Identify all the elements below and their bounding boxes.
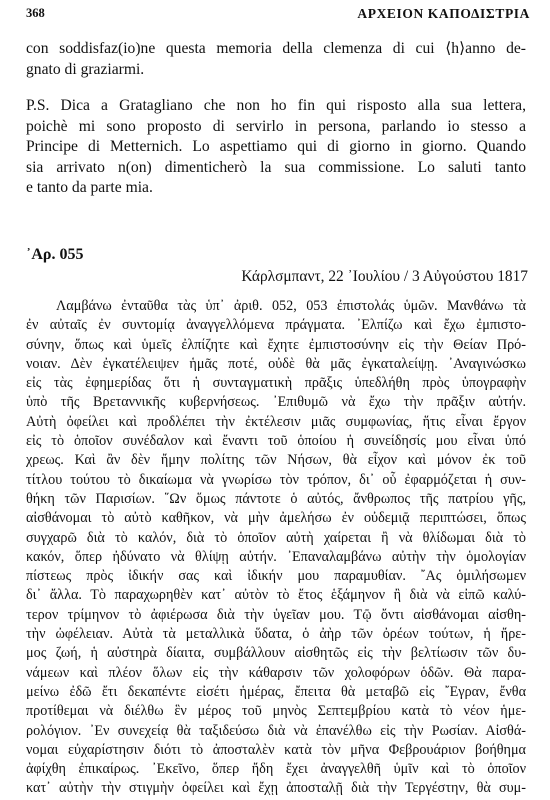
text-line: μος ζωή, ἡ αὐστηρὰ δίαιτα, συμβάλλουν αἰσθητῶς εἰς τὴν βελτίωσιν τῶν δυ- (26, 645, 526, 662)
text-line: e tanto da parte mia. (26, 179, 153, 196)
text-line: P.S. Dica a Gratagliano che non ho fin qui risposto alla sua lettera, (26, 97, 526, 114)
dateline: Κάρλσμπαντ, 22 ᾿Ιουλίου / 3 Αὐγούστου 1817 (241, 268, 528, 285)
text-line: κακόν, ὅπερ ἠδύνατο νὰ θλίψῃ αὐτήν. ᾿Επαναλαμβάνω αὐτὴν τὴν ὁμολογίαν (26, 548, 526, 565)
greek-letter-text (26, 297, 526, 799)
text-line: gnato di graziarmi. (26, 61, 145, 78)
text-line: μείνω ἐδῶ ἔτι δεκαπέντε εἰσέτι ἡμέρας, ἔπειτα θὰ μεταβῶ εἰς ῎Εγραν, ἔνθα (26, 683, 526, 700)
text-line: πίστεως πρὸς ἰδικήν σας καὶ ἰδικήν μου παραμυθίαν. ῎Ας ὁμιλήσωμεν (26, 568, 526, 585)
text-line: ὑπὸ τῆς Βρεταννικῆς κυβερνήσεως. ᾿Επιθυμῶ νὰ ἔχω τὴν πρᾶξιν αὐτήν. (26, 394, 526, 411)
text-line: προτίθεμαι νὰ διέλθω ἓν μέρος τοῦ μηνὸς Σεπτεμβρίου κατὰ τὸ νέον ἡμε- (26, 703, 526, 720)
text-line: θήκη τῶν Παρισίων. ῞Ων ὅμως πάντοτε ὁ αὐτός, ἄνθρωπος τῆς πατρίου γῆς, (26, 490, 526, 507)
text-line: Λαμβάνω ἐνταῦθα τὰς ὑπ᾿ ἀριθ. 052, 053 ἐπιστολάς ὑμῶν. Μανθάνω τὰ (56, 298, 526, 314)
document-number: ᾿Αρ. 055 (26, 246, 84, 263)
italian-paragraph (26, 38, 526, 80)
text-line: αἰσθάνομαι τὸ αὐτὸ καθῆκον, νὰ μὴν ἀμελήσω ἐν οὐδεμιᾷ περιπτώσει, ὅπως (26, 510, 526, 527)
page-number: 368 (26, 6, 45, 20)
text-line: ρολόγιον. ᾿Εν συνεχείᾳ θὰ ταξιδεύσω διὰ νὰ ἐπανέλθω εἰς τὴν Ρωσίαν. Αἰσθά- (26, 722, 526, 739)
text-line: Principe di Metternich. Lo aspettiamo qui di giorno in giorno. Quando (26, 138, 526, 155)
text-line: σύνην, ὅπως καὶ ὑμεῖς ἐλπίζητε καὶ ἔχητε ἐμπιστοσύνην εἰς τὴν Θείαν Πρό- (26, 336, 526, 353)
text-line: con soddisfaz(io)ne questa memoria della clemenza di cui ⟨h⟩anno de- (26, 40, 526, 57)
text-line: sia arrivato n(on) dimenticherò la sua commissione. Lo saluti tanto (26, 158, 526, 176)
text-line: συγχαρῶ διὰ τὸ καλόν, διὰ τὸ ὁποῖον αὐτὴ χαίρεται ἢ νὰ θλίδωμαι διὰ τὸ (26, 529, 526, 546)
text-line: ἐν αὐταῖς ἐν συντομίᾳ ἀναγγελλόμενα πράγματα. ᾿Ελπίζω καὶ ἔχω ἐμπιστο- (26, 317, 526, 334)
text-line: νομαι εὐχαρίστησιν διότι τὸ ἀποσταλὲν κατὰ τὸν μῆνα Φεβρουάριον βοήθημα (26, 741, 526, 758)
postscript-paragraph (26, 96, 526, 199)
text-line: χρεως. Καὶ ἂν δὲν ἤμην πολίτης τῶν Νήσων, θὰ εἶχον καὶ μόνον ἐκ τοῦ (26, 452, 526, 469)
text-line: κατ᾿ αὐτὴν τὴν στιγμὴν ὀφείλει καὶ ἔχῃ ἀποσταλῇ διὰ τὴν Τεργέστην, θὰ συμ- (26, 780, 526, 797)
text-line: Αὐτὴ ὀφείλει καὶ προδλέπει τὴν ἐκτέλεσιν μιᾶς συμφωνίας, ἥτις εἶναι ἔργον (26, 413, 526, 430)
text-line: νοιαν. Δὲν ἐγκατέλειψεν ἡμᾶς ποτέ, οὐδὲ θὰ μᾶς ἐγκαταλείψῃ. ᾿Αναγινώσκω (26, 355, 526, 372)
text-line: εἰς τὰς ἐφημερίδας ὅτι ἡ συνταγματικὴ πρᾶξις ὑπεδλήθη πρὸς ὑπογραφὴν (26, 375, 526, 392)
text-line: νάμεων καὶ πλέον ὅλων εἰς τὴν κάθαρσιν τῶν χολοφόρων ὁδῶν. Θὰ παρα- (26, 664, 526, 681)
text-line: τὴν ὠφέλειαν. Αὐτὰ τὰ μεταλλικὰ ὕδατα, ὁ ἀὴρ τῶν ὀρέων τούτων, ἡ ἤρε- (26, 626, 526, 643)
text-line: τερον τρίμηνον τὸ ἀφιέρωσα διὰ τὴν ὑγεῖαν μου. Τῷ ὄντι αἰσθάνομαι αἰσθη- (26, 606, 526, 623)
page-header (26, 6, 530, 24)
text-line: δι᾿ ἄλλα. Τὸ παραχωρηθὲν κατ᾿ αὐτὸν τὸ ἔτος ἑξάμηνον ἢ διὰ νὰ εἰπῶ καλύ- (26, 587, 526, 604)
text-line: poichè mi sono proposto di servirlo in persona, parlando io stesso a (26, 117, 526, 135)
text-line: ἀφίχθη ἐπικαίρως. ᾿Εκεῖνο, ὅπερ ἤδη ἔχει ἀναγγελθῆ ὑμῖν καὶ τὸ ὁποῖον (26, 761, 526, 778)
text-line: εἰς τὸ ὁποῖον συνέδαλον καὶ ἔναντι τοῦ ὁποίου ἡ συνείδησίς μου εἶναι ὑπό (26, 433, 526, 450)
text-line: τίτλου τούτου τὸ δικαίωμα νὰ γνωρίσω τὸν τρόπον, δι᾿ οὗ ἐφαρμόζεται ἡ συν- (26, 471, 526, 488)
running-head: ΑΡΧΕΙΟΝ ΚΑΠΟΔΙΣΤΡΙΑ (357, 6, 530, 21)
